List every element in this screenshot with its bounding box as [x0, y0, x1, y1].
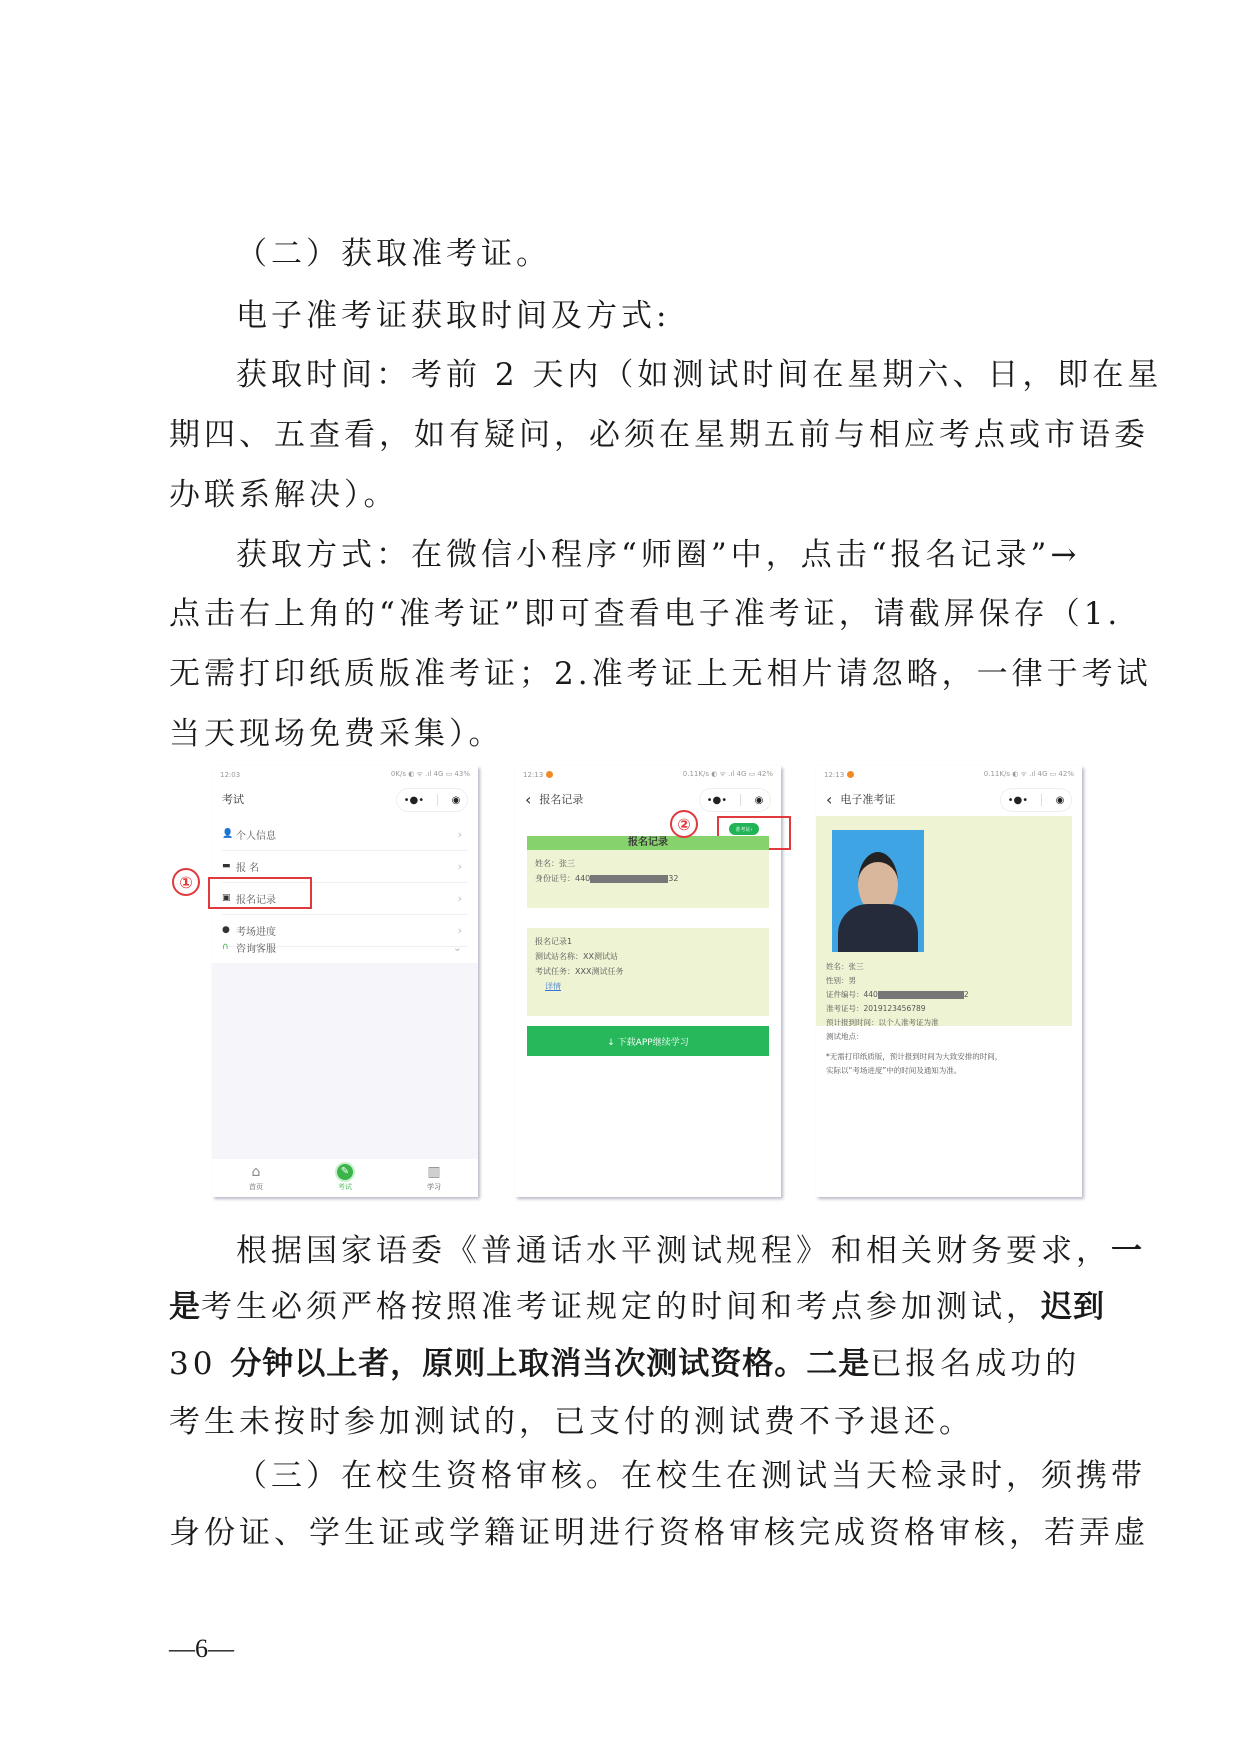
redaction-bar: [590, 875, 668, 883]
method-para-line-3: 无需打印纸质版准考证；2.准考证上无相片请忽略，一律于考试: [169, 656, 1152, 692]
menu-label: 咨询客服: [236, 943, 276, 955]
page-number: —6—: [169, 1634, 234, 1663]
more-icon[interactable]: •●•: [1007, 794, 1029, 806]
status-bar: [220, 770, 470, 779]
admit-card-button[interactable]: 准考证›: [729, 823, 759, 835]
location-field: 测试地点：: [826, 1032, 864, 1041]
clock-icon: ●: [222, 925, 230, 935]
pencil-icon: ✎: [337, 1164, 353, 1180]
download-app-button[interactable]: ↓ 下载APP继续学习: [527, 1026, 769, 1056]
time-para-line-2: 期四、五查看，如有疑问，必须在星期五前与相应考点或市语委: [169, 417, 1149, 453]
step-marker-1: ①: [172, 868, 200, 896]
method-para-line-2: 点击右上角的“准考证”即可查看电子准考证，请截屏保存（1.: [169, 596, 1122, 632]
status-icons: 0.11K/s ◐ ᯤ .ıl 4G ▭ 42%: [682, 770, 773, 778]
step-marker-2: ②: [670, 810, 698, 838]
registration-summary-card: [527, 836, 769, 908]
headset-icon: ∩: [222, 942, 229, 952]
status-bar: [824, 770, 1074, 779]
rules-para-line-1: 根据国家语委《普通话水平测试规程》和相关财务要求，一: [236, 1233, 1143, 1269]
user-icon: 👤: [222, 829, 234, 839]
redaction-bar: [878, 991, 964, 999]
phone-screenshot-exam-menu: [212, 766, 478, 1197]
method-para-line-1: 获取方式：在微信小程序“师圈”中，点击“报名记录”→: [236, 537, 1081, 573]
time-para-line-3: 办联系解决）。: [169, 477, 399, 513]
menu-item-personal-info[interactable]: [222, 818, 468, 851]
tab-home[interactable]: [249, 1164, 263, 1192]
page-title: 电子准考证: [840, 793, 896, 806]
empty-content-area: [212, 963, 478, 1159]
section-heading-3-line-2: 身份证、学生证或学籍证明进行资格审核完成资格审核，若弄虚: [169, 1515, 1149, 1551]
tab-label: 考试: [338, 1183, 352, 1191]
menu-item-customer-service[interactable]: [222, 931, 468, 964]
more-icon[interactable]: •●•: [403, 794, 425, 806]
note-line-1: *无需打印纸质版，预计报到时间为大致安排的时间，: [826, 1052, 1003, 1061]
book-icon: ▥: [427, 1164, 441, 1180]
back-icon[interactable]: ‹: [826, 789, 833, 809]
miniprogram-capsule: [1000, 788, 1072, 812]
name-field: 姓名：张三: [826, 962, 864, 971]
chevron-down-icon: ⌄: [452, 940, 462, 954]
status-time: 12:13: [824, 771, 854, 779]
close-target-icon[interactable]: ◉: [451, 794, 461, 806]
miniprogram-capsule: [699, 788, 771, 812]
rules-para-line-4: 考生未按时参加测试的，已支付的测试费不予退还。: [169, 1404, 974, 1440]
status-icons: 0.11K/s ◐ ᯤ .ıl 4G ▭ 42%: [983, 770, 1074, 778]
close-target-icon[interactable]: ◉: [1055, 794, 1065, 806]
subheading: 电子准考证获取时间及方式:: [236, 298, 671, 334]
admit-card-info: [826, 960, 1066, 1078]
close-target-icon[interactable]: ◉: [754, 794, 764, 806]
name-field: 姓名：张三: [535, 859, 575, 868]
rules-para-line-2: 是考生必须严格按照准考证规定的时间和考点参加测试，迟到: [169, 1289, 1105, 1325]
status-bar: [523, 770, 773, 779]
record-title: 报名记录1: [535, 937, 573, 946]
gender-field: 性别：男: [826, 976, 856, 985]
status-time: 12:13: [523, 771, 553, 779]
phone-screenshot-registration-records: [515, 766, 781, 1197]
admit-card-panel: [816, 816, 1072, 1075]
candidate-photo: [832, 830, 924, 952]
chevron-right-icon: ›: [457, 827, 462, 841]
admit-number-field: 准考证号：2019123456789: [826, 1004, 926, 1013]
rules-para-line-3: 30 分钟以上者，原则上取消当次测试资格。二是已报名成功的: [169, 1346, 1081, 1382]
task-field: 考试任务：XXX测试任务: [535, 967, 624, 976]
record-icon: ▣: [222, 893, 231, 903]
chevron-right-icon: ›: [457, 923, 462, 937]
tab-bar: [212, 1159, 478, 1197]
time-para-line-1: 获取时间：考前 2 天内（如测试时间在星期六、日，即在星: [236, 357, 1163, 393]
tab-label: 首页: [249, 1183, 263, 1191]
registration-record-card: [527, 928, 769, 1016]
page-title: 考试: [222, 793, 244, 806]
menu-label: 考场进度: [236, 926, 276, 938]
page-title: 报名记录: [539, 793, 584, 806]
menu-label: 个人信息: [236, 830, 276, 842]
menu-label: 报名记录: [236, 894, 276, 906]
note-line-2: 实际以“考场进度”中的时间及通知为准。: [826, 1066, 962, 1075]
menu-label: 报 名: [236, 862, 260, 874]
section-heading-3-line-1: （三）在校生资格审核。在校生在测试当天检录时，须携带: [236, 1458, 1146, 1494]
station-field: 测试站名称：XX测试站: [535, 952, 618, 961]
checkin-time-field: 预计报到时间：以个人准考证为准: [826, 1018, 939, 1027]
back-icon[interactable]: ‹: [525, 789, 532, 809]
status-icons: 0K/s ◐ ᯤ .ıl 4G ▭ 43%: [390, 770, 470, 778]
chevron-right-icon: ›: [457, 859, 462, 873]
tab-label: 学习: [427, 1183, 441, 1191]
ticket-icon: ▬: [222, 861, 231, 871]
id-field: 证件编号：440 2: [826, 990, 969, 999]
tab-study[interactable]: [427, 1164, 441, 1192]
status-time: 12:03: [220, 770, 241, 779]
more-icon[interactable]: •●•: [706, 794, 728, 806]
card-header: 报名记录: [527, 836, 769, 850]
chevron-right-icon: ›: [457, 891, 462, 905]
detail-link[interactable]: 详情: [545, 982, 561, 991]
home-icon: ⌂: [251, 1164, 261, 1180]
id-field: 身份证号：440 32: [535, 874, 679, 883]
tab-exam[interactable]: [337, 1164, 353, 1192]
method-para-line-4: 当天现场免费采集）。: [169, 716, 504, 752]
phone-screenshot-electronic-admit-card: [816, 766, 1082, 1197]
highlight-box-step-1: [208, 877, 312, 909]
section-heading-2: （二）获取准考证。: [236, 236, 551, 272]
miniprogram-capsule: [396, 788, 468, 812]
